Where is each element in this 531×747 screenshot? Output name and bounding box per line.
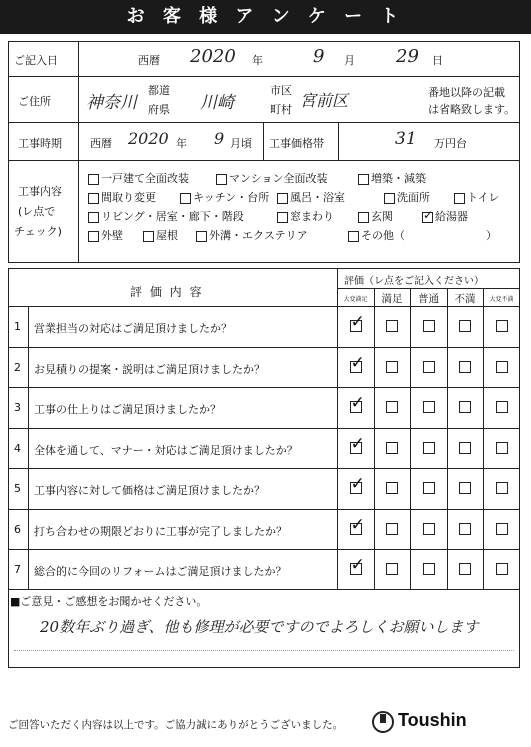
work-option-label: 屋根 (156, 229, 178, 242)
checkbox-icon[interactable] (459, 320, 471, 332)
comments-line (14, 650, 514, 651)
work-option-label: 一戸建て全面改装 (101, 172, 189, 185)
check-mark-icon: ✓ (350, 393, 365, 413)
city-unit-bottom: 町村 (270, 103, 292, 116)
checkbox-icon[interactable] (196, 231, 207, 242)
checkbox-icon[interactable] (88, 193, 99, 204)
question-text: 打ち合わせの期限どおりに工事が完了しましたか？ (34, 524, 287, 538)
question-text: 営業担当の対応はご満足頂けましたか？ (34, 322, 232, 335)
work-option-label: 外溝・エクステリア (209, 229, 308, 242)
question-text: 総合的に今回のリフォームはご満足頂けましたか？ (34, 565, 287, 578)
work-option[interactable] (143, 227, 178, 243)
work-option-label: トイレ (467, 191, 500, 204)
comments-text: 20数年ぶり過ぎ、他も修理が必要ですのでよろしくお願いします (40, 618, 479, 636)
address-note-2: は省略致します。 (428, 103, 516, 116)
check-mark-icon: ✓ (350, 555, 365, 575)
checkbox-icon[interactable] (423, 482, 435, 494)
checkbox-icon[interactable] (459, 563, 471, 575)
checkbox-icon[interactable] (459, 361, 471, 373)
work-option-label: 間取り変更 (101, 191, 156, 204)
work-option-label: 外壁 (101, 229, 123, 242)
work-option-label: ） (486, 229, 497, 242)
eval-content-header: 評 価 内 容 (130, 285, 204, 299)
brand-name: Toushin (398, 710, 467, 730)
entry-month-unit: 月 (344, 54, 355, 67)
work-option[interactable] (277, 189, 345, 205)
question-text: 全体を通して、マナー・対応はご満足頂けましたか？ (34, 443, 298, 457)
checkbox-icon[interactable] (386, 361, 398, 373)
checkbox-icon[interactable] (496, 482, 508, 494)
period-era: 西暦 (90, 137, 112, 150)
checkbox-icon[interactable] (459, 482, 471, 494)
question-number: 6 (14, 522, 21, 536)
checkbox-icon[interactable] (386, 442, 398, 454)
checkbox-icon[interactable] (386, 563, 398, 575)
checkbox-icon[interactable] (423, 442, 435, 454)
rating-column-header: 満足 (381, 293, 403, 305)
pref-unit-top: 都道 (148, 84, 170, 97)
address-prefecture: 神奈川 (86, 93, 137, 113)
checkbox-icon[interactable] (459, 523, 471, 535)
work-option-label: 窓まわり (290, 210, 334, 223)
checkbox-icon[interactable] (277, 212, 288, 223)
check-mark-icon: ✓ (350, 433, 365, 454)
city-unit-top: 市区 (270, 84, 292, 97)
entry-day-unit: 日 (432, 54, 443, 67)
checkbox-icon[interactable] (386, 482, 398, 494)
pref-unit-bottom: 府県 (148, 103, 170, 116)
checkbox-icon[interactable] (386, 523, 398, 535)
checkbox-icon[interactable] (216, 174, 227, 185)
checkbox-icon[interactable] (423, 320, 435, 332)
work-option[interactable] (88, 189, 156, 205)
checkbox-icon[interactable] (423, 401, 435, 413)
checkbox-icon[interactable] (459, 401, 471, 413)
checkbox-icon[interactable] (88, 212, 99, 223)
entry-year-unit: 年 (252, 54, 263, 67)
work-option-label: 増築・減築 (371, 172, 426, 185)
address-city: 川崎 (200, 93, 234, 113)
checkbox-icon[interactable] (358, 174, 369, 185)
work-option[interactable] (384, 189, 430, 205)
work-option-label: キッチン・台所 (193, 191, 270, 204)
price-value: 31 (395, 129, 417, 149)
checkbox-icon[interactable] (454, 193, 465, 204)
footer-note: ご回答いただく内容は以上です。ご協力誠にありがとうございました。 (8, 719, 344, 731)
checkbox-icon[interactable] (423, 563, 435, 575)
work-option[interactable] (358, 208, 393, 224)
period-month: 9 (214, 129, 225, 148)
work-option[interactable] (486, 227, 497, 243)
period-year-unit: 年 (176, 137, 187, 150)
comments-label: ■ご意見・ご感想をお聞かせください。 (10, 595, 208, 608)
checkbox-icon[interactable] (88, 174, 99, 185)
rating-column-header: 不満 (454, 293, 476, 305)
question-number: 3 (14, 401, 21, 414)
question-number: 1 (14, 320, 21, 333)
work-option[interactable] (88, 208, 244, 224)
work-option[interactable] (348, 227, 405, 243)
checkbox-icon[interactable] (277, 193, 288, 204)
work-option-label: 給湯器 (435, 210, 468, 223)
checkbox-icon[interactable] (384, 193, 395, 204)
checkbox-icon[interactable] (180, 193, 191, 204)
work-option[interactable] (180, 189, 269, 205)
work-label-1: 工事内容 (18, 185, 62, 198)
rating-column-header: 大変満足 (343, 296, 368, 303)
checkbox-icon[interactable] (459, 442, 471, 454)
address-ward: 宮前区 (300, 91, 349, 110)
checkbox-icon[interactable] (348, 231, 359, 242)
price-unit: 万円台 (434, 137, 467, 150)
check-mark-icon: ✓ (350, 312, 365, 332)
checkbox-icon[interactable] (358, 212, 369, 223)
address-note-1: 番地以降の記載 (428, 86, 505, 99)
period-label: 工事時期 (18, 137, 62, 150)
work-option[interactable] (358, 170, 426, 186)
work-label-3: チェック) (14, 225, 62, 238)
question-number: 5 (14, 482, 21, 495)
checkbox-icon[interactable] (496, 401, 508, 413)
checkbox-icon[interactable] (386, 320, 398, 332)
work-option[interactable] (88, 170, 189, 186)
checkbox-icon[interactable] (496, 563, 508, 575)
checkbox-icon[interactable] (386, 401, 398, 413)
entry-day: 29 (396, 46, 419, 67)
work-option[interactable] (277, 208, 334, 224)
rating-column-header: 普通 (418, 293, 439, 305)
work-option-label: 洗面所 (397, 191, 430, 204)
work-option-label: マンション全面改装 (229, 172, 328, 185)
check-mark-icon: ✓ (350, 352, 365, 373)
question-number: 7 (14, 563, 21, 576)
checkbox-icon[interactable] (496, 320, 508, 332)
question-number: 2 (14, 360, 21, 374)
work-option[interactable] (422, 208, 468, 224)
work-option-label: 玄関 (371, 210, 393, 223)
question-text: お見積りの提案・説明はご満足頂けましたか？ (34, 362, 265, 376)
rating-column-header: 大変不満 (489, 296, 514, 303)
work-option-label: リビング・居室・廊下・階段 (101, 210, 244, 223)
eval-rating-header: 評価（レ点をご記入ください） (344, 276, 484, 287)
question-text: 工事内容に対して価格はご満足頂けましたか？ (34, 484, 265, 497)
period-year: 2020 (128, 129, 169, 148)
check-mark-icon: ✓ (350, 514, 365, 535)
check-mark-icon: ✓ (350, 474, 365, 494)
work-option[interactable] (216, 170, 328, 186)
work-option[interactable] (454, 189, 499, 205)
checkbox-icon[interactable] (496, 442, 508, 454)
address-label: ご住所 (18, 95, 51, 108)
work-option[interactable] (88, 227, 123, 243)
work-option-label: その他（ (361, 229, 405, 242)
checkbox-icon[interactable] (88, 231, 99, 242)
price-label: 工事価格帯 (269, 137, 324, 150)
form-title: お 客 様 ア ン ケ ー ト (126, 6, 405, 27)
work-option[interactable] (196, 227, 308, 243)
checkbox-icon[interactable] (423, 523, 435, 535)
question-text: 工事の仕上りはご満足頂けましたか？ (34, 403, 221, 416)
checkbox-icon[interactable] (143, 231, 154, 242)
checked-box-icon[interactable] (422, 212, 433, 223)
entry-month: 9 (313, 46, 325, 67)
checkbox-icon[interactable] (423, 361, 435, 373)
question-number: 4 (14, 441, 21, 455)
period-month-unit: 月頃 (230, 137, 252, 150)
checkbox-icon[interactable] (496, 361, 508, 373)
work-option-label: 風呂・浴室 (290, 191, 345, 204)
entry-year: 2020 (190, 46, 236, 67)
evaluation-section (8, 268, 520, 590)
entry-era: 西暦 (138, 54, 160, 67)
checkbox-icon[interactable] (496, 523, 508, 535)
work-label-2: (レ点で (18, 205, 56, 218)
entry-date-label: ご記入日 (14, 54, 58, 67)
